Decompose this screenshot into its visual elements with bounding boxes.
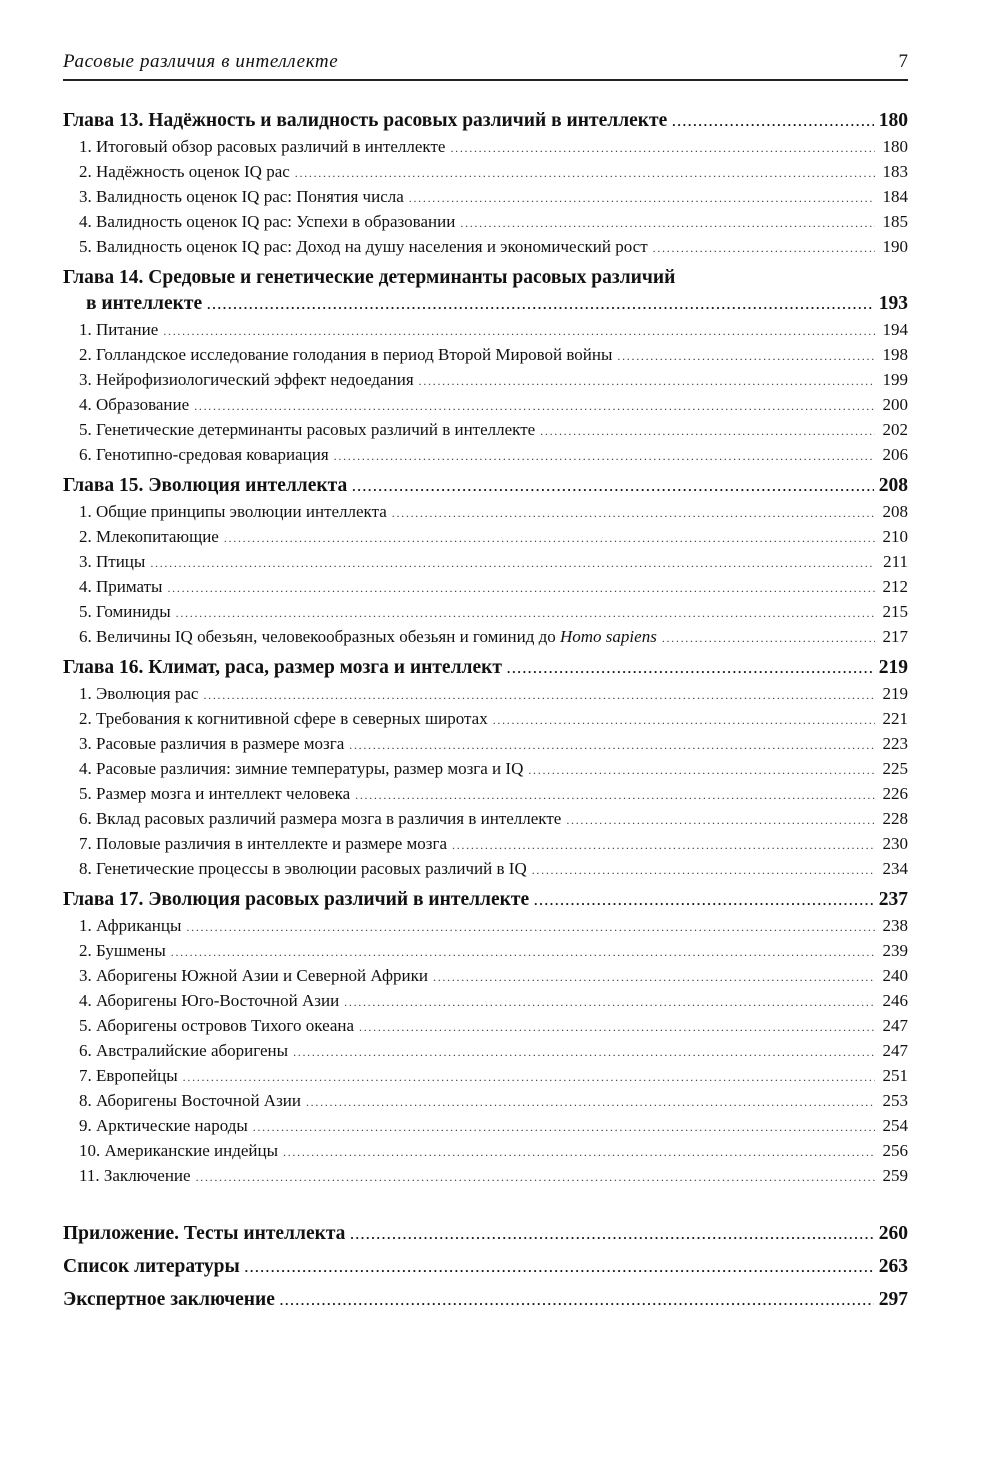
toc-entry[interactable] — [63, 418, 908, 443]
dot-leader — [150, 551, 875, 575]
dot-leader — [194, 394, 875, 418]
entry-page: 259 — [882, 1166, 908, 1185]
toc-entry[interactable] — [63, 575, 908, 600]
entry-page: 263 — [878, 1256, 908, 1277]
entry-title: Приложение. Тесты интеллекта — [63, 1223, 346, 1244]
chapter-16 — [63, 655, 908, 882]
entry-title: 5. Генетические детерминанты расовых различий в интеллекте — [79, 420, 536, 439]
entry-title: 3. Птицы — [79, 552, 146, 571]
entry-title: 7. Европейцы — [79, 1066, 178, 1085]
entry-title: 1. Общие принципы эволюции интеллекта — [79, 502, 387, 521]
back-matter — [63, 1218, 908, 1317]
toc-entry[interactable] — [63, 343, 908, 368]
entry-page: 247 — [882, 1041, 908, 1060]
entry-title-text: 6. Величины IQ обезьян, человекообразных обезьян и гоминид до — [79, 627, 556, 646]
entry-title: 4. Валидность оценок IQ рас: Успехи в образовании — [79, 212, 456, 231]
toc-entry[interactable] — [63, 857, 908, 882]
chapter-title: Глава 16. Климат, раса, размер мозга и интеллект — [63, 657, 502, 678]
entry-title-italic: Homo sapiens — [560, 627, 657, 646]
dot-leader — [306, 1090, 875, 1114]
entry-title — [79, 625, 657, 649]
chapter-page: 237 — [878, 889, 908, 910]
entry-page: 180 — [882, 137, 908, 156]
entry-page: 251 — [882, 1066, 908, 1085]
toc-entry[interactable] — [63, 914, 908, 939]
toc-entry[interactable] — [63, 964, 908, 989]
entry-title: 8. Аборигены Восточной Азии — [79, 1091, 301, 1110]
entry-page: 208 — [882, 502, 908, 521]
entry-page: 200 — [882, 395, 908, 414]
entry-page: 246 — [882, 991, 908, 1010]
dot-leader — [452, 833, 875, 857]
chapter-14-heading-line1[interactable]: Глава 14. Средовые и генетические детерминанты расовых различий — [63, 267, 676, 288]
appendix-entry[interactable] — [63, 1218, 908, 1251]
entry-page: 183 — [882, 162, 908, 181]
dot-leader — [280, 1285, 874, 1317]
entry-page: 217 — [882, 627, 908, 646]
entry-title: 1. Питание — [79, 320, 159, 339]
chapter-17 — [63, 887, 908, 1189]
chapter-page: 193 — [878, 293, 908, 314]
dot-leader — [183, 1065, 875, 1089]
chapter-page: 180 — [878, 110, 908, 131]
chapter-15 — [63, 473, 908, 650]
entry-title: 5. Валидность оценок IQ рас: Доход на душу населения и экономический рост — [79, 237, 648, 256]
toc-entry[interactable] — [63, 707, 908, 732]
toc-entry[interactable] — [63, 368, 908, 393]
entry-title: 1. Африканцы — [79, 916, 182, 935]
entry-title: 6. Австралийские аборигены — [79, 1041, 289, 1060]
toc-entry[interactable] — [63, 550, 908, 575]
entry-page: 240 — [882, 966, 908, 985]
entry-title: Список литературы — [63, 1256, 240, 1277]
entry-title: Экспертное заключение — [63, 1289, 275, 1310]
entry-page: 184 — [882, 187, 908, 206]
toc-entry[interactable] — [63, 318, 908, 343]
toc-entry[interactable] — [63, 782, 908, 807]
entry-title: 10. Американские индейцы — [79, 1141, 279, 1160]
dot-leader — [253, 1115, 875, 1139]
dot-leader — [355, 783, 875, 807]
dot-leader — [528, 758, 875, 782]
entry-page: 194 — [882, 320, 908, 339]
chapter-15-heading[interactable] — [63, 473, 908, 500]
dot-leader — [460, 211, 875, 235]
entry-page: 228 — [882, 809, 908, 828]
dot-leader — [419, 369, 875, 393]
running-header — [63, 50, 908, 74]
dot-leader — [359, 1015, 875, 1039]
dot-leader — [207, 292, 874, 318]
dot-leader — [672, 109, 873, 135]
toc-entry[interactable] — [63, 1064, 908, 1089]
dot-leader — [540, 419, 875, 443]
entry-title: 5. Размер мозга и интеллект человека — [79, 784, 351, 803]
entry-page: 185 — [882, 212, 908, 231]
entry-title: 2. Требования к когнитивной сфере в северных широтах — [79, 709, 488, 728]
entry-page: 234 — [882, 859, 908, 878]
dot-leader — [352, 474, 874, 500]
chapter-page: 208 — [878, 475, 908, 496]
dot-leader — [196, 1165, 875, 1189]
entry-page: 256 — [882, 1141, 908, 1160]
entry-title: 1. Эволюция рас — [79, 684, 199, 703]
chapter-14-heading-line2[interactable] — [63, 291, 908, 318]
entry-title: 5. Аборигены островов Тихого океана — [79, 1016, 355, 1035]
entry-page: 211 — [883, 552, 908, 571]
toc-entry[interactable] — [63, 600, 908, 625]
entry-title: 4. Аборигены Юго-Восточной Азии — [79, 991, 340, 1010]
entry-page: 199 — [882, 370, 908, 389]
toc-entry[interactable] — [63, 500, 908, 525]
dot-leader — [334, 444, 875, 468]
toc-entry[interactable] — [63, 989, 908, 1014]
dot-leader — [163, 319, 875, 343]
entry-page: 221 — [882, 709, 908, 728]
entry-title: 4. Приматы — [79, 577, 163, 596]
entry-page: 297 — [878, 1289, 908, 1310]
entry-page: 239 — [882, 941, 908, 960]
chapter-title: Глава 15. Эволюция интеллекта — [63, 475, 348, 496]
entry-title: 9. Арктические народы — [79, 1116, 248, 1135]
dot-leader — [653, 236, 875, 260]
dot-leader — [493, 708, 875, 732]
dot-leader — [617, 344, 875, 368]
dot-leader — [409, 186, 875, 210]
toc-entry[interactable] — [63, 525, 908, 550]
toc-entry[interactable] — [63, 807, 908, 832]
table-of-contents — [63, 108, 908, 1317]
entry-title: 2. Голландское исследование голодания в период Второй Мировой войны — [79, 345, 613, 364]
chapter-13-heading[interactable] — [63, 108, 908, 135]
chapter-13 — [63, 108, 908, 260]
entry-title: 3. Расовые различия в размере мозга — [79, 734, 345, 753]
entry-page: 198 — [882, 345, 908, 364]
entry-page: 190 — [882, 237, 908, 256]
dot-leader — [245, 1252, 874, 1284]
dot-leader — [295, 161, 875, 185]
dot-leader — [507, 656, 874, 682]
entry-page: 215 — [882, 602, 908, 621]
dot-leader — [293, 1040, 875, 1064]
entry-page: 212 — [882, 577, 908, 596]
entry-title: 2. Надёжность оценок IQ рас — [79, 162, 290, 181]
entry-title: 3. Аборигены Южной Азии и Северной Африки — [79, 966, 428, 985]
entry-page: 238 — [882, 916, 908, 935]
toc-entry[interactable] — [63, 443, 908, 468]
toc-entry[interactable] — [63, 235, 908, 260]
bibliography-entry[interactable] — [63, 1251, 908, 1284]
dot-leader — [350, 1219, 873, 1251]
chapter-17-heading[interactable] — [63, 887, 908, 914]
entry-title: 2. Бушмены — [79, 941, 166, 960]
toc-entry[interactable] — [63, 625, 908, 650]
toc-entry[interactable] — [63, 832, 908, 857]
toc-entry[interactable] — [63, 210, 908, 235]
chapter-title: в интеллекте — [86, 293, 203, 314]
entry-page: 219 — [882, 684, 908, 703]
entry-page: 202 — [882, 420, 908, 439]
dot-leader — [186, 915, 875, 939]
entry-title: 4. Расовые различия: зимние температуры, размер мозга и IQ — [79, 759, 524, 778]
dot-leader — [450, 136, 875, 160]
entry-page: 226 — [882, 784, 908, 803]
entry-title: 3. Нейрофизиологический эффект недоедания — [79, 370, 414, 389]
toc-entry[interactable] — [63, 939, 908, 964]
entry-title: 8. Генетические процессы в эволюции расовых различий в IQ — [79, 859, 527, 878]
toc-entry[interactable] — [63, 135, 908, 160]
entry-page: 253 — [882, 1091, 908, 1110]
dot-leader — [349, 733, 875, 757]
toc-entry[interactable] — [63, 1114, 908, 1139]
chapter-title: Глава 17. Эволюция расовых различий в интеллекте — [63, 889, 530, 910]
entry-title: 4. Образование — [79, 395, 190, 414]
toc-entry[interactable] — [63, 160, 908, 185]
entry-title: 7. Половые различия в интеллекте и размере мозга — [79, 834, 448, 853]
entry-title: 11. Заключение — [79, 1166, 191, 1185]
dot-leader — [224, 526, 875, 550]
chapter-page: 219 — [878, 657, 908, 678]
entry-title: 6. Генотипно-средовая ковариация — [79, 445, 329, 464]
chapter-title: Глава 13. Надёжность и валидность расовых различий в интеллекте — [63, 110, 668, 131]
entry-title: 6. Вклад расовых различий размера мозга в различия в интеллекте — [79, 809, 562, 828]
entry-title: 5. Гоминиды — [79, 602, 171, 621]
entry-title: 2. Млекопитающие — [79, 527, 219, 546]
toc-entry[interactable] — [63, 1164, 908, 1189]
toc-entry[interactable] — [63, 1089, 908, 1114]
running-title: Расовые различия в интеллекте — [63, 51, 339, 72]
toc-entry[interactable] — [63, 757, 908, 782]
dot-leader — [662, 626, 875, 650]
dot-leader — [176, 601, 875, 625]
dot-leader — [344, 990, 875, 1014]
dot-leader — [392, 501, 875, 525]
dot-leader — [171, 940, 875, 964]
toc-entry[interactable] — [63, 1039, 908, 1064]
entry-page: 260 — [878, 1223, 908, 1244]
entry-title: 3. Валидность оценок IQ рас: Понятия числа — [79, 187, 404, 206]
entry-page: 225 — [882, 759, 908, 778]
dot-leader — [433, 965, 875, 989]
dot-leader — [203, 683, 875, 707]
chapter-14 — [63, 265, 908, 468]
dot-leader — [283, 1140, 875, 1164]
dot-leader — [532, 858, 875, 882]
toc-entry[interactable] — [63, 1014, 908, 1039]
toc-entry[interactable] — [63, 393, 908, 418]
page-number: 7 — [898, 51, 908, 72]
toc-entry[interactable] — [63, 185, 908, 210]
entry-page: 247 — [882, 1016, 908, 1035]
entry-page: 206 — [882, 445, 908, 464]
toc-entry[interactable] — [63, 1139, 908, 1164]
expert-opinion-entry[interactable] — [63, 1284, 908, 1317]
toc-entry[interactable] — [63, 732, 908, 757]
chapter-16-heading[interactable] — [63, 655, 908, 682]
dot-leader — [167, 576, 875, 600]
entry-page: 210 — [882, 527, 908, 546]
entry-page: 223 — [882, 734, 908, 753]
dot-leader — [566, 808, 875, 832]
dot-leader — [534, 888, 874, 914]
header-rule — [63, 79, 908, 81]
toc-entry[interactable] — [63, 682, 908, 707]
entry-page: 230 — [882, 834, 908, 853]
entry-title: 1. Итоговый обзор расовых различий в интеллекте — [79, 137, 446, 156]
entry-page: 254 — [882, 1116, 908, 1135]
